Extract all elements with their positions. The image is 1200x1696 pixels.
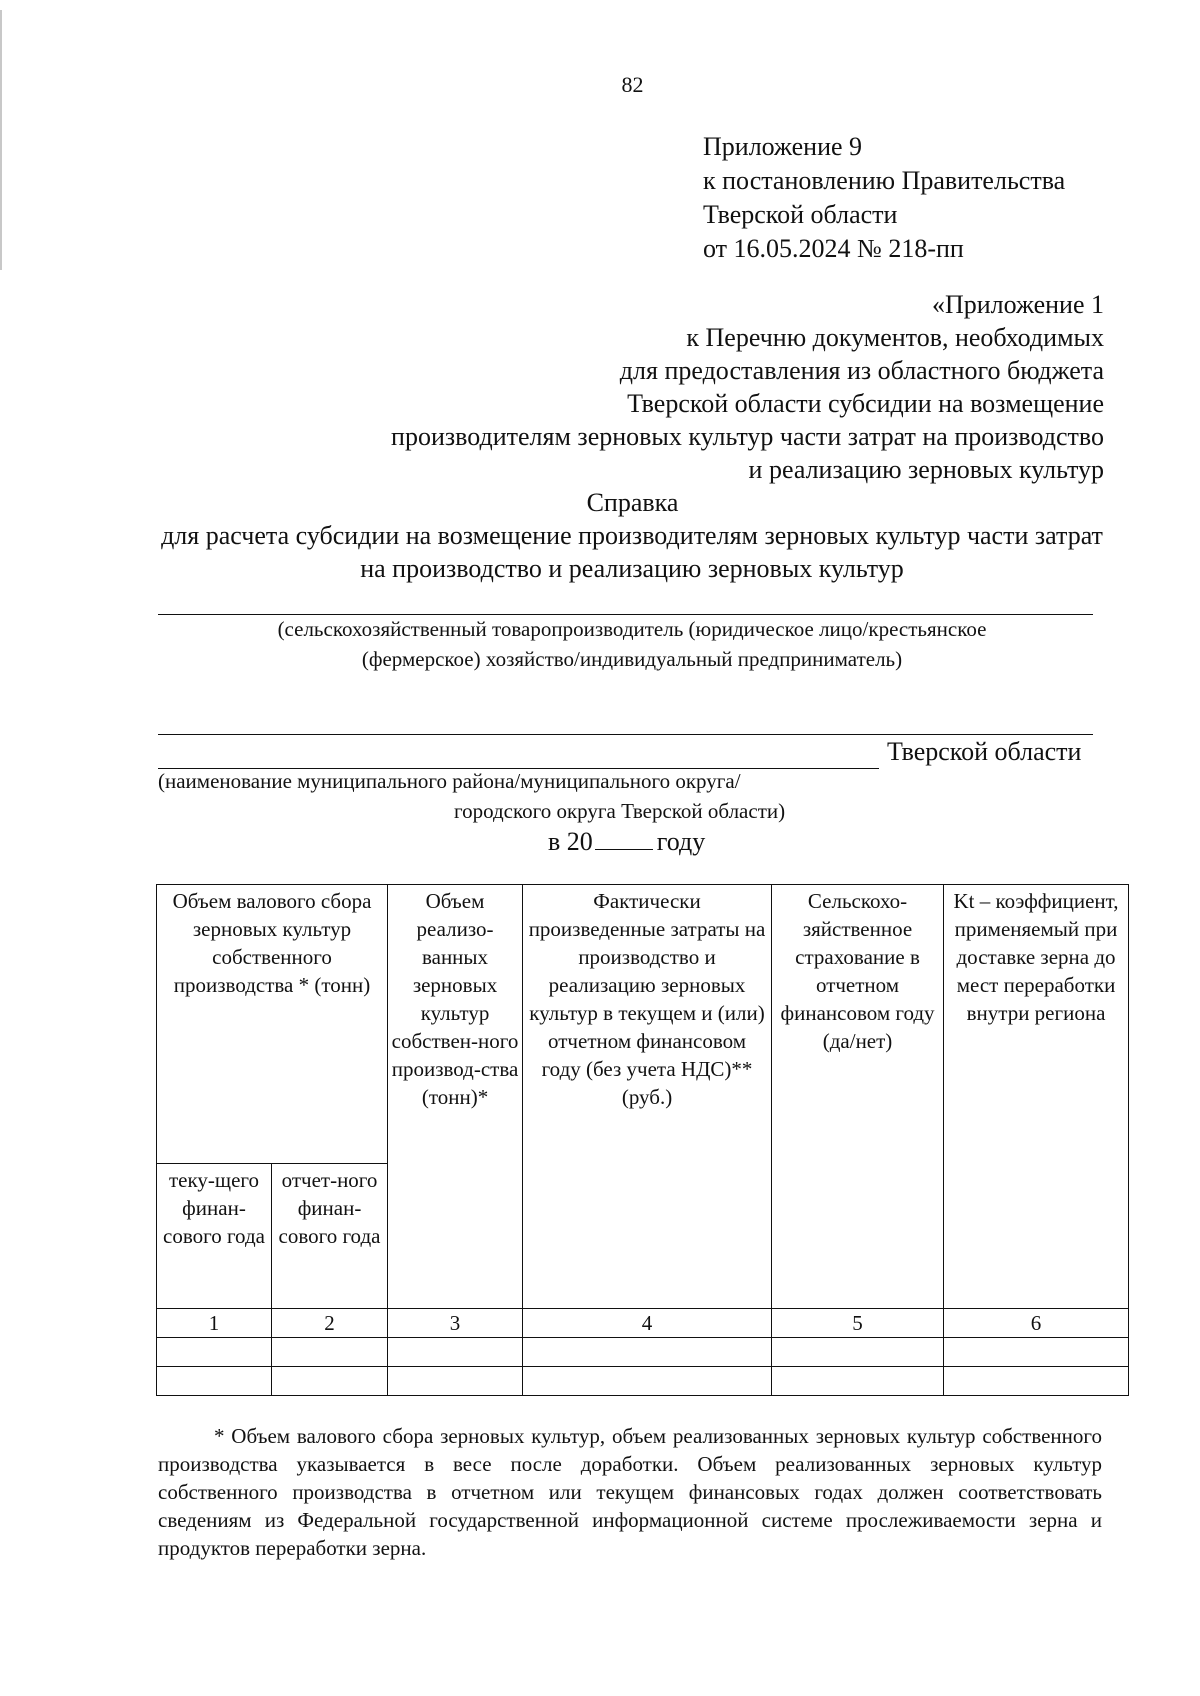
column-number: 2 (272, 1309, 388, 1338)
header-gross-harvest: Объем валового сбора зерновых культур собственного производства * (тонн) (157, 885, 388, 1164)
appendix-line: Приложение 9 (703, 132, 863, 161)
producer-caption-line: (сельскохозяйственный товаропроизводитель (юридическое лицо/крестьянское (277, 617, 987, 641)
quoted-appendix-line: и реализацию зерновых культур (748, 455, 1104, 484)
table-cell (272, 1367, 388, 1396)
municipality-caption-line: городского округа Тверской области) (454, 799, 786, 823)
table-cell (157, 1367, 272, 1396)
quoted-appendix-line: производителям зерновых культур части затрат на производство (391, 422, 1104, 451)
table-cell (772, 1367, 944, 1396)
quoted-appendix-line: к Перечню документов, необходимых (686, 323, 1104, 352)
reporting-year-line (548, 825, 705, 857)
quoted-appendix-line: «Приложение 1 (931, 290, 1104, 319)
year-prefix: в 20 (548, 827, 593, 856)
table-header-row (157, 885, 1129, 1164)
region-label: Тверской области (887, 737, 1082, 766)
subsidy-calculation-table (156, 884, 1129, 1396)
column-number-row (157, 1309, 1129, 1338)
header-kt-coefficient: Kt – коэффициент, применяемый при доставке зерна до мест переработки внутри региона (944, 885, 1129, 1309)
table-cell (272, 1338, 388, 1367)
column-number: 1 (157, 1309, 272, 1338)
table-cell (944, 1338, 1129, 1367)
footnote (158, 1422, 1102, 1562)
quoted-appendix-reference (391, 288, 1104, 486)
table-cell (523, 1367, 772, 1396)
column-number: 3 (388, 1309, 523, 1338)
header-actual-costs: Фактически произведенные затраты на производство и реализацию зерновых культур в текущем и (или) отчетном финансовом году (без учета НДС)** (руб.) (523, 885, 772, 1309)
table-cell (523, 1338, 772, 1367)
page-number: 82 (621, 72, 644, 97)
municipality-caption-line: (наименование муниципального района/муниципального округа/ (158, 769, 741, 793)
table-row (157, 1338, 1129, 1367)
table-cell (157, 1338, 272, 1367)
appendix-line: от 16.05.2024 № 218-пп (703, 234, 964, 263)
appendix-reference (703, 130, 1065, 266)
column-number: 5 (772, 1309, 944, 1338)
document-subtitle: для расчета субсидии на возмещение производителям зерновых культур части затрат на производство и реализацию зерновых культур (161, 521, 1103, 583)
footnote-text: * Объем валового сбора зерновых культур, объем реализованных зерновых культур собственного производства указывается в весе после доработки. Объем реализованных зерновых культур собственного производства в отчетном или текущем финансовых годах должен соответствовать сведениям из Федеральной государственной информационной системе прослеживаемости зерна и продуктов переработки зерна. (158, 1424, 1102, 1560)
column-number: 6 (944, 1309, 1129, 1338)
table-cell (388, 1338, 523, 1367)
subheader-current-year: теку-щего финан-сового года (157, 1164, 272, 1309)
table-row (157, 1367, 1129, 1396)
subheader-reporting-year: отчет-ного финан-сового года (272, 1164, 388, 1309)
year-blank (595, 825, 653, 850)
producer-caption-line: (фермерское) хозяйство/индивидуальный предприниматель) (361, 647, 903, 671)
table-cell (944, 1367, 1129, 1396)
municipality-name-line (158, 734, 1093, 735)
document-title: Справка (586, 488, 679, 517)
scan-edge-mark (0, 10, 2, 270)
quoted-appendix-line: Тверской области субсидии на возмещение (627, 389, 1104, 418)
appendix-line: Тверской области (703, 200, 898, 229)
column-number: 4 (523, 1309, 772, 1338)
appendix-line: к постановлению Правительства (703, 166, 1066, 195)
table-cell (388, 1367, 523, 1396)
header-sold-volume: Объем реализо-ванных зерновых культур собствен-ного производ-ства (тонн)* (388, 885, 523, 1309)
quoted-appendix-line: для предоставления из областного бюджета (619, 356, 1104, 385)
table-cell (772, 1338, 944, 1367)
year-suffix: году (656, 827, 706, 856)
producer-caption (158, 614, 1106, 674)
header-insurance: Сельскохо-зяйственное страхование в отчетном финансовом году (да/нет) (772, 885, 944, 1309)
